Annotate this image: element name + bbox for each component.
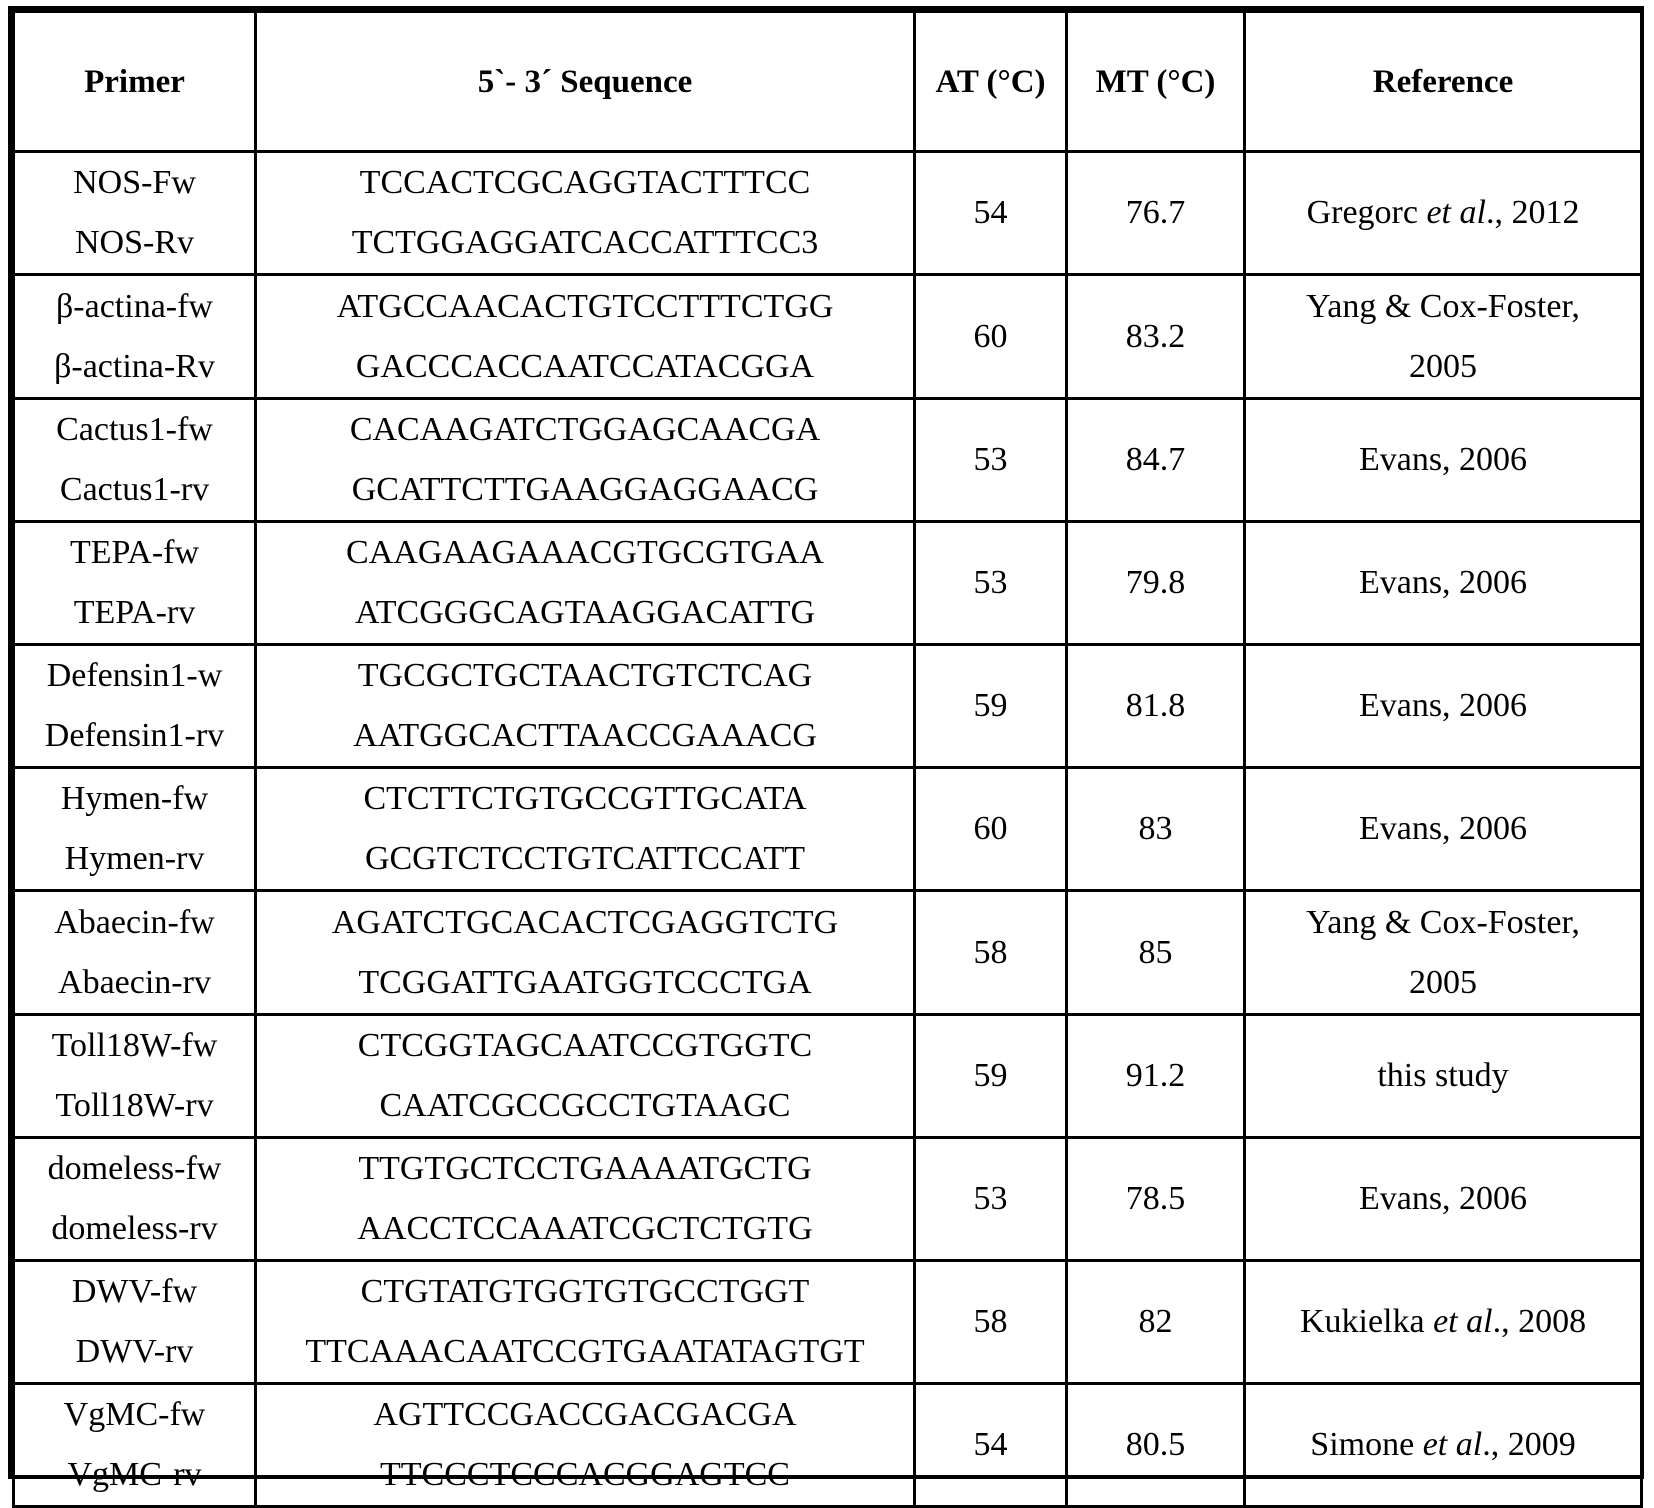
- reference-cell: [1245, 1384, 1642, 1507]
- sequence-cell: [256, 1384, 915, 1507]
- reference-et-al: et al: [1422, 1426, 1483, 1463]
- primer-fw: domeless-fw: [47, 1150, 222, 1187]
- table-row: [14, 399, 1642, 522]
- table-row: [14, 1138, 1642, 1261]
- primer-fw: Defensin1-w: [46, 657, 223, 694]
- table-row: [14, 645, 1642, 768]
- primer-cell: [14, 152, 256, 275]
- sequence-fw: AGATCTGCACACTCGAGGTCTG: [331, 903, 839, 941]
- at-cell: 60: [915, 275, 1067, 399]
- reference-cell: Evans, 2006: [1245, 1138, 1642, 1261]
- sequence-fw: TCCACTCGCAGGTACTTTCC: [359, 164, 811, 201]
- primer-cell: [14, 1261, 256, 1384]
- mt-cell: 78.5: [1067, 1138, 1245, 1261]
- primer-rv: VgMC-rv: [67, 1456, 202, 1493]
- table-row: [14, 1015, 1642, 1138]
- primer-rv: Abaecin-rv: [58, 963, 211, 1001]
- at-cell: 59: [915, 1015, 1067, 1138]
- primer-rv: Cactus1-rv: [59, 471, 210, 508]
- reference-line-2: 2005: [1409, 347, 1477, 385]
- reference-line-2: 2005: [1409, 963, 1477, 1001]
- primer-rv: Defensin1-rv: [44, 717, 225, 754]
- sequence-rv: TTCCCTCCCACGGAGTCC: [380, 1456, 790, 1493]
- reference-author: Kukielka: [1299, 1303, 1434, 1340]
- sequence-rv: TCGGATTGAATGGTCCCTGA: [358, 963, 812, 1001]
- reference-cell: Evans, 2006: [1245, 399, 1642, 522]
- primer-cell: [14, 522, 256, 645]
- sequence-fw: CTCTTCTGTGCCGTTGCATA: [363, 780, 807, 817]
- primer-table-frame: [8, 6, 1644, 1493]
- at-cell: 54: [915, 1384, 1067, 1507]
- sequence-rv: TTCAAACAATCCGTGAATATAGTGT: [305, 1333, 865, 1370]
- reference-year: ., 2009: [1482, 1426, 1576, 1463]
- mt-cell: 85: [1067, 891, 1245, 1015]
- primer-rv: β-actina-Rv: [54, 347, 215, 385]
- sequence-fw: AGTTCCGACCGACGACGA: [373, 1396, 797, 1433]
- sequence-fw: CTCGGTAGCAATCCGTGGTC: [357, 1027, 813, 1064]
- reference-et-al: et al: [1426, 194, 1486, 231]
- sequence-rv: AATGGCACTTAACCGAAACG: [353, 717, 817, 754]
- sequence-cell: [256, 645, 915, 768]
- primer-cell: [14, 1015, 256, 1138]
- table-row: [14, 1261, 1642, 1384]
- primer-fw: Cactus1-fw: [56, 411, 213, 448]
- primer-rv: Toll18W-rv: [55, 1087, 214, 1124]
- sequence-fw: CACAAGATCTGGAGCAACGA: [349, 411, 821, 448]
- sequence-cell: [256, 1015, 915, 1138]
- reference-year: ., 2008: [1492, 1303, 1587, 1340]
- reference-cell: this study: [1245, 1015, 1642, 1138]
- sequence-fw: CAAGAAGAAACGTGCGTGAA: [346, 534, 824, 571]
- mt-cell: 79.8: [1067, 522, 1245, 645]
- table-row: [14, 152, 1642, 275]
- at-cell: 58: [915, 1261, 1067, 1384]
- reference-author: Gregorc: [1306, 194, 1427, 231]
- table-row: [14, 1384, 1642, 1507]
- sequence-rv: TCTGGAGGATCACCATTTCC3: [351, 224, 819, 261]
- reference-line-1: Yang & Cox-Foster,: [1306, 903, 1580, 941]
- primer-rv: DWV-rv: [75, 1333, 194, 1370]
- reference-line-1: Yang & Cox-Foster,: [1306, 287, 1580, 325]
- sequence-cell: [256, 399, 915, 522]
- primer-fw: NOS-Fw: [73, 164, 196, 201]
- primer-fw: TEPA-fw: [69, 534, 200, 571]
- primer-rv: domeless-rv: [51, 1210, 218, 1247]
- primer-fw: Abaecin-fw: [54, 903, 215, 941]
- table-header-row: [14, 12, 1642, 152]
- sequence-cell: [256, 275, 915, 399]
- reference-cell: [1245, 1261, 1642, 1384]
- reference-cell: Evans, 2006: [1245, 645, 1642, 768]
- at-cell: 60: [915, 768, 1067, 891]
- table-row: [14, 891, 1642, 1015]
- table-row: [14, 522, 1642, 645]
- sequence-rv: GACCCACCAATCCATACGGA: [355, 347, 815, 385]
- sequence-rv: CAATCGCCGCCTGTAAGC: [379, 1087, 791, 1124]
- primer-rv: Hymen-rv: [64, 840, 205, 877]
- primer-rv: NOS-Rv: [74, 224, 195, 261]
- sequence-cell: [256, 522, 915, 645]
- primer-cell: [14, 768, 256, 891]
- at-cell: 54: [915, 152, 1067, 275]
- sequence-cell: [256, 152, 915, 275]
- primer-fw: DWV-fw: [71, 1273, 198, 1310]
- reference-cell: Evans, 2006: [1245, 522, 1642, 645]
- primer-cell: [14, 645, 256, 768]
- reference-cell: [1245, 891, 1642, 1015]
- primer-cell: [14, 1138, 256, 1261]
- sequence-cell: [256, 1261, 915, 1384]
- sequence-fw: TTGTGCTCCTGAAAATGCTG: [358, 1150, 812, 1187]
- mt-cell: 84.7: [1067, 399, 1245, 522]
- primer-rv: TEPA-rv: [73, 594, 196, 631]
- mt-cell: 83.2: [1067, 275, 1245, 399]
- reference-cell: [1245, 152, 1642, 275]
- primer-cell: [14, 399, 256, 522]
- at-cell: 59: [915, 645, 1067, 768]
- mt-cell: 91.2: [1067, 1015, 1245, 1138]
- primer-cell: [14, 275, 256, 399]
- table-row: [14, 768, 1642, 891]
- at-cell: 53: [915, 399, 1067, 522]
- header-at: AT (°C): [915, 12, 1067, 152]
- reference-author: Simone: [1310, 1426, 1423, 1463]
- sequence-cell: [256, 1138, 915, 1261]
- header-mt: MT (°C): [1067, 12, 1245, 152]
- header-reference: Reference: [1245, 12, 1642, 152]
- primer-table: [12, 10, 1643, 1508]
- at-cell: 53: [915, 522, 1067, 645]
- at-cell: 58: [915, 891, 1067, 1015]
- mt-cell: 81.8: [1067, 645, 1245, 768]
- primer-fw: β-actina-fw: [56, 287, 213, 325]
- at-cell: 53: [915, 1138, 1067, 1261]
- reference-et-al: et al: [1433, 1303, 1493, 1340]
- sequence-fw: TGCGCTGCTAACTGTCTCAG: [357, 657, 813, 694]
- primer-fw: VgMC-fw: [63, 1396, 206, 1433]
- header-sequence: 5`- 3´ Sequence: [256, 12, 915, 152]
- mt-cell: 82: [1067, 1261, 1245, 1384]
- sequence-rv: GCGTCTCCTGTCATTCCATT: [364, 840, 806, 877]
- mt-cell: 76.7: [1067, 152, 1245, 275]
- sequence-cell: [256, 768, 915, 891]
- sequence-rv: AACCTCCAAATCGCTCTGTG: [357, 1210, 813, 1247]
- primer-fw: Hymen-fw: [60, 780, 209, 817]
- reference-cell: Evans, 2006: [1245, 768, 1642, 891]
- sequence-rv: GCATTCTTGAAGGAGGAACG: [351, 471, 819, 508]
- primer-cell: [14, 891, 256, 1015]
- sequence-cell: [256, 891, 915, 1015]
- mt-cell: 80.5: [1067, 1384, 1245, 1507]
- reference-cell: [1245, 275, 1642, 399]
- sequence-fw: CTGTATGTGGTGTGCCTGGT: [360, 1273, 810, 1310]
- sequence-rv: ATCGGGCAGTAAGGACATTG: [354, 594, 816, 631]
- primer-cell: [14, 1384, 256, 1507]
- header-primer: Primer: [14, 12, 256, 152]
- table-row: [14, 275, 1642, 399]
- primer-fw: Toll18W-fw: [51, 1027, 218, 1064]
- mt-cell: 83: [1067, 768, 1245, 891]
- reference-year: ., 2012: [1485, 194, 1580, 231]
- sequence-fw: ATGCCAACACTGTCCTTTCTGG: [336, 287, 834, 325]
